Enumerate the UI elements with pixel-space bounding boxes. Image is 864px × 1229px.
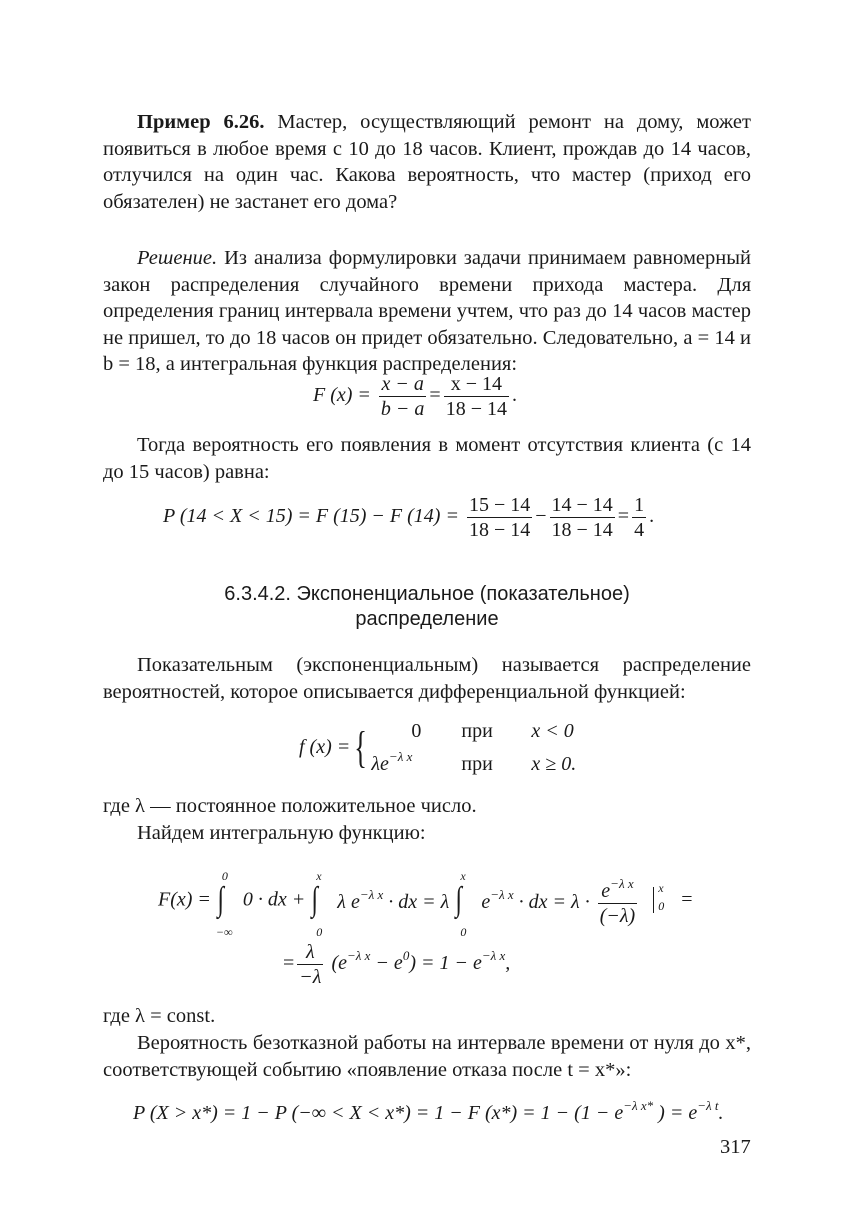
example-label: Пример 6.26. [137, 111, 265, 133]
fraction: $\frac{1}{4}$ [634, 494, 645, 541]
fraction: $\frac{e^{-\lambda x}}{(-\lambda)}$ [598, 872, 637, 928]
solution-text: Из анализа формулировки задачи принимаем равномерный закон распределения случайного времени прихода мастера. Для определения границ интервала времени учтем, что раз до 14 часов мастер не пришел, то до 18 часов он придет обязательно. Следовательно, a = 14 и b = 18, а интегральная функция распределения: [103, 247, 751, 375]
exp-definition-paragraph: Показательным (экспоненциальным) называется распределение вероятностей, которое описывается дифференциальной функцией: [103, 654, 751, 703]
evaluation-bar: x 0 [653, 887, 676, 913]
formula-integral: F(x) = ∫ 0 −∞ 0 · dx + ∫ x 0 λ $e^{-\lambda x}$ · dx = λ ∫ x 0 $e^{-\lambda x}$ · dx = λ · $\frac{e^{-\lambda x}}{(-\lambda)}$ x 0 = [158, 869, 693, 939]
reliability-paragraph: Вероятность безотказной работы на интервале времени от нуля до x*, соответствующей событию «появление отказа после t = x*»: [103, 1032, 751, 1081]
formula-exp-pdf: f (x) ={ 0 при x < 0 $\lambda e^{-\lambda x}$ при x ≥ 0. [299, 720, 577, 775]
formula-probability: P (14 < X < 15) = F (15) − F (14) = $\frac{15 - 14}{18 - 14}$ − $\frac{14 - 14}{18 - 14}$ = $\frac{1}{4}$ . [163, 494, 655, 541]
then-paragraph: Тогда вероятность его появления в момент отсутствия клиента (с 14 до 15 часов) равна: [103, 434, 751, 483]
formula-uniform-cdf: F (x) = $\frac{x - a}{b - a}$ = $\frac{x - 14}{18 - 14}$ . [313, 373, 517, 420]
find-integral-text: Найдем интегральную функцию: [137, 822, 426, 844]
example-text: Мастер, осуществляющий ремонт на дому, может появиться в любое время с 10 до 18 часов. Клиент, прождав до 14 часов, отлучился на один час. Какова вероятность, что мастер (приход его обязателен) не застанет его дома? [103, 111, 751, 213]
lambda-definition: где λ — постоянное положительное число. [103, 795, 477, 817]
fraction: $\frac{x - 14}{18 - 14}$ [445, 373, 507, 420]
page-number: 317 [720, 1136, 751, 1158]
brace: { [354, 722, 368, 772]
solution-label: Решение. [137, 247, 218, 269]
integral-sign: ∫ x 0 [455, 869, 467, 939]
integral-sign: ∫ 0 −∞ [215, 869, 233, 939]
example-paragraph [103, 109, 751, 215]
fraction: $\frac{14 - 14}{18 - 14}$ [551, 494, 613, 541]
fraction: $\frac{15 - 14}{18 - 14}$ [468, 494, 531, 541]
fraction: $\frac{x - a}{b - a}$ [380, 373, 425, 420]
integral-sign: ∫ x 0 [311, 869, 323, 939]
const-text: где λ = const. [103, 1005, 216, 1027]
formula-lhs: F (x) = [313, 384, 371, 407]
formula-integral-result: = $\frac{\lambda}{-\lambda}$ $(e^{-\lambda x} - e^0) = 1 - e^{-\lambda x}$, [283, 941, 511, 988]
section-heading: 6.3.4.2. Экспоненциальное (показательное) распределение [224, 583, 630, 630]
solution-paragraph [103, 245, 751, 378]
fraction: $\frac{\lambda}{-\lambda}$ [299, 941, 322, 988]
formula-reliability: P (X > x*) = 1 − P (−∞ < X < x*) = 1 − F $(x*) = 1 - (1 - e^{-\lambda x*}$ ) = $e^{-\lambda t}$. [133, 1098, 724, 1124]
